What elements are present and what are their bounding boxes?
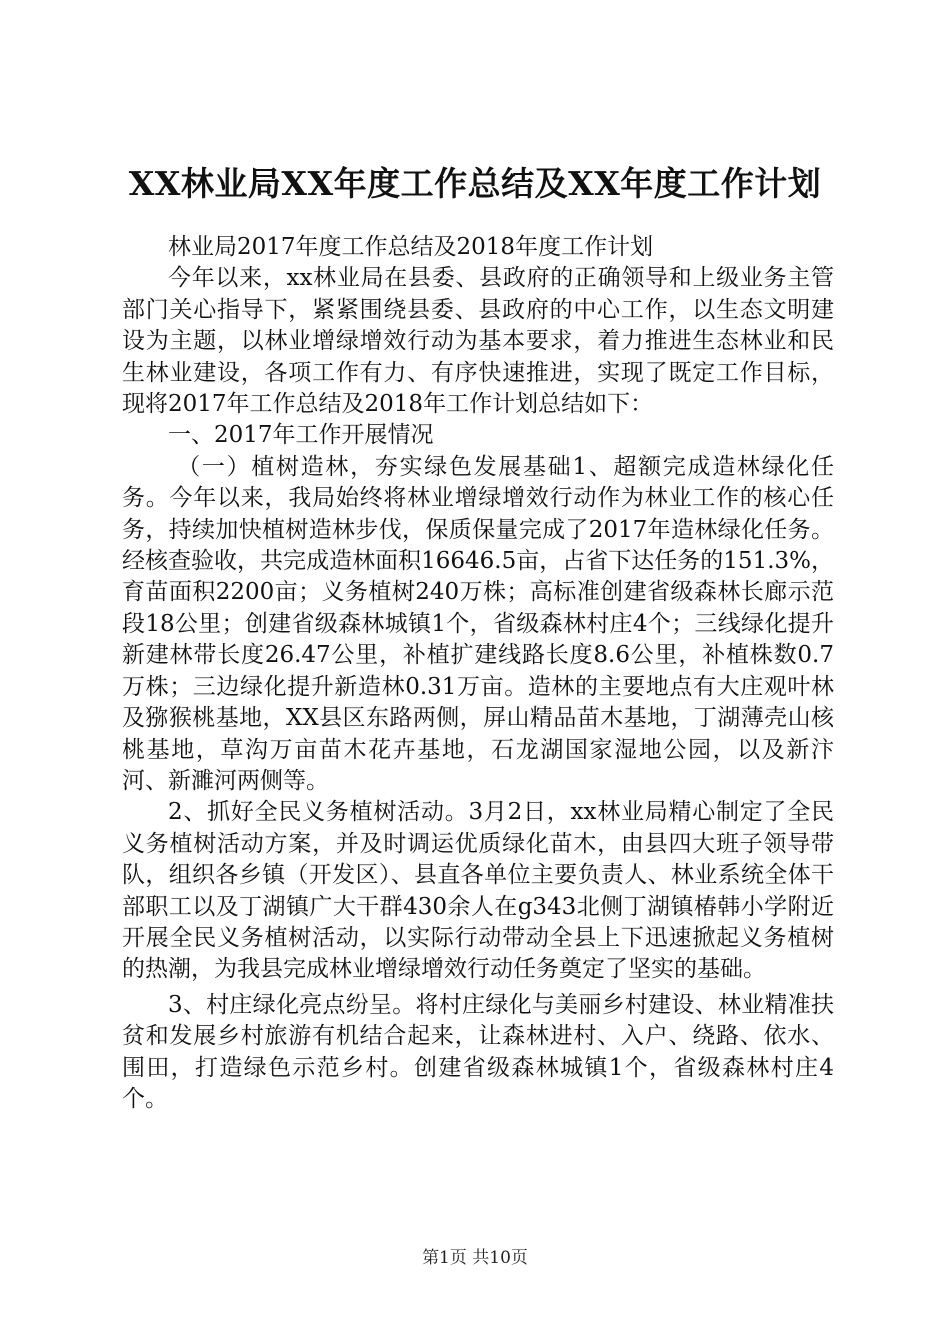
afforestation-paragraph: （一）植树造林，夯实绿色发展基础1、超额完成造林绿化任务。今年以来，我局始终将林业增绿增效行动作为林业工作的核心任务，持续加快植树造林步伐，保质保量完成了2017年造林绿化任务。经核查验收，共完成造林面积16646.5亩，占省下达任务的151.3%，育苗面积2200亩；义务植树240万株；高标准创建省级森林长廊示范段18公里；创建省级森林城镇1个，省级森林村庄4个；三线绿化提升新建林带长度26.47公里，补植扩建线路长度8.6公里，补植株数0.7万株；三边绿化提升新造林0.31万亩。造林的主要地点有大庄观叶林及猕猴桃基地，XX县区东路两侧，屏山精品苗木基地，丁湖薄壳山核桃基地，草沟万亩苗木花卉基地，石龙湖国家湿地公园，以及新汴河、新濉河两侧等。 xyxy=(122,453,834,794)
subtitle-paragraph: 林业局2017年度工作总结及2018年度工作计划 xyxy=(168,234,654,260)
page-footer: 第1页 共10页 xyxy=(422,1248,528,1268)
section-heading: 一、2017年工作开展情况 xyxy=(168,422,434,449)
village-greening-paragraph: 3、村庄绿化亮点纷呈。将村庄绿化与美丽乡村建设、林业精准扶贫和发展乡村旅游有机结合起来，让森林进村、入户、绕路、依水、围田，打造绿色示范乡村。创建省级森林城镇1个，省级森林村庄4个。 xyxy=(122,991,834,1112)
document-title: XX林业局XX年度工作总结及XX年度工作计划 xyxy=(128,164,822,203)
tree-planting-paragraph: 2、抓好全民义务植树活动。3月2日，xx林业局精心制定了全民义务植树活动方案，并及时调运优质绿化苗木，由县四大班子领导带队，组织各乡镇（开发区）、县直各单位主要负责人、林业系统全体干部职工以及丁湖镇广大干群430余人在g343北侧丁湖镇椿韩小学附近开展全民义务植树活动，以实际行动带动全县上下迅速掀起义务植树的热潮，为我县完成林业增绿增效行动任务奠定了坚实的基础。 xyxy=(122,799,834,983)
document-body xyxy=(122,232,834,1115)
intro-paragraph: 今年以来，xx林业局在县委、县政府的正确领导和上级业务主管部门关心指导下，紧紧围绕县委、县政府的中心工作，以生态文明建设为主题，以林业增绿增效行动为基本要求，着力推进生态林业和民生林业建设，各项工作有力、有序快速推进，实现了既定工作目标，现将2017年工作总结及2018年工作计划总结如下： xyxy=(122,265,834,418)
